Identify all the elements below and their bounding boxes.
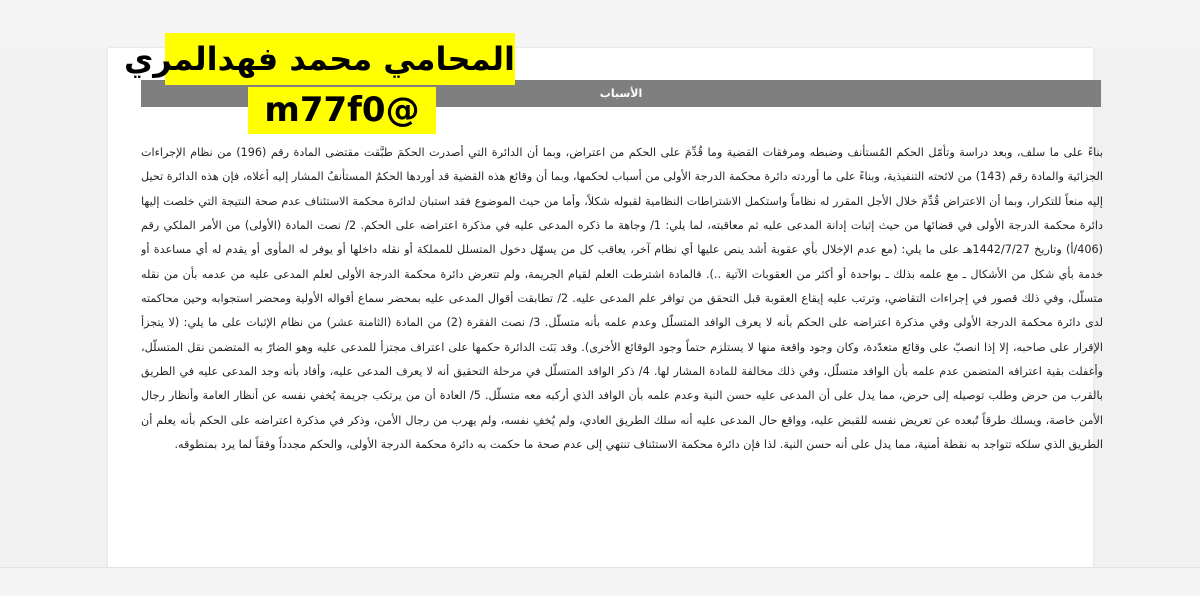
reasons-paragraph: بناءً على ما سلف، وبعد دراسة وتأمّل الحكم المُستأنف وضبطه ومرفقات القضية وما قُدِّمَ على الحكم من اعتراض، وبما أن الدائرة التي أصدرت الحكمَ طبَّقت مقتضى المادة رقم (196) من نظام الإجراءات الجزائية والمادة رقم (143) من لائحته التنفيذية، وبناءً على ما أوردته دائرة محكمة الدرجة الأولى من أسباب لحكمها، وبما أن وقائع هذه القضية قد أوردها الحكمُ المستأنفُ المشار إليه أعلاه، فإن هذه الدائرة تحيل إليه منعاً للتكرار، وبما أن الاعتراض قُدِّمَ خلال الأجل المقرر له نظاماً واستكمل الاشتراطات النظامية لقبوله شكلاً، وأما من حيث الموضوع فقد استبان لدائرة محكمة الاستئناف عدم صحة النتيجة التي خلصت إليها دائرة محكمة الدرجة الأولى في قضائها من حيث إثبات إدانة المدعى عليه ثم معاقبته، لما يلي: 1/ وجاهة ما ذكره المدعى عليه في مذكرة اعتراضه على الحكم. 2/ نصت المادة (الأولى) من الأمر الملكي رقم (406/أ) وتاريخ 1442/7/27هـ على ما يلي: (مع عدم الإخلال بأي عقوبة أشد ينص عليها أي نظام آخر، يعاقب كل من يسهّل دخول المتسلل للمملكة أو نقله داخلها أو يوفر له المأوى أو يقدم له أي مساعدة أو خدمة بأي شكل من الأشكال ـ مع علمه بذلك ـ بواحدة أو أكثر من العقوبات الآتية ..). فالمادة اشترطت العلم لقيام الجريمة، ولم تتعرض دائرة محكمة الدرجة الأولى لعلم المدعى عليه من عدمه بأن من نقله متسلّل، وفي ذلك قصور في إجراءات التقاضي، وترتب عليه إيقاع العقوبة قبل التحقق من توافر علم المدعى عليه. 2/ تطابقت أقوال المدعى عليه بمحضر سماع أقواله الأولية ومحضر استجوابه وحين محاكمته لدى دائرة محكمة الدرجة الأولى وفي مذكرة اعتراضه على الحكم بأنه لا يعرف الوافد المتسلّل وعدم علمه بأنه متسلّل. 3/ نصت الفقرة (2) من المادة (الثامنة عشر) من نظام الإثبات على ما يلي: (لا يتجزأ الإقرار على صاحبه، إلا إذا انصبّ على وقائع متعدّدة، وكان وجود واقعة منها لا يستلزم حتماً وجود الوقائع الأخرى). وقد بَنَت الدائرة حكمها على اعتراف مجتزأ للمدعى عليه وهو الضارّ به المتضمن نقل المتسلّل، وأغفلت بقية اعترافه المتضمن عدم علمه بأن الوافد متسلّل، وفي ذلك مخالفة للمادة المشار لها. 4/ ذكر الوافد المتسلّل في مرحلة التحقيق أنه لا يعرف المدعى عليه، وأفاد بأنه وجد المدعى عليه في الطريق بالقرب من حرض وطلب توصيله إلى حرض، مما يدل على أن المدعى عليه حسن النية وعدم علمه بأن الوافد الذي أركبه معه متسلّل. 5/ العادة أن من يرتكب جريمة يُخفي نفسه عن أنظار العامة وأنظار رجال الأمن خاصة، ويسلك طرقاً تُبعده عن تعريض نفسه للقبض عليه، وواقع حال المدعى عليه أنه سلك الطريق العادي، ولم يُخفِ نفسه، ولم يهرب من رجال الأمن، وذكر في مذكرة اعتراضه على الحكم بأنه يعلم أن الطريق الذي سلكه تتواجد به نقطة أمنية، مما يدل على أنه حسن النية. لذا فإن دائرة محكمة الاستئناف تنتهي إلى عدم صحة ما حكمت به دائرة محكمة الدرجة الأولى، والحكم مجدداً وفقاً لما يرد بمنطوقه.	[141, 146, 1103, 452]
social-handle-overlay: m77f0@	[248, 87, 436, 134]
lawyer-name-overlay: المحامي محمد فهدالمري	[165, 33, 515, 85]
bottom-margin-band	[0, 567, 1200, 596]
section-title-bar: الأسباب	[141, 80, 1101, 107]
